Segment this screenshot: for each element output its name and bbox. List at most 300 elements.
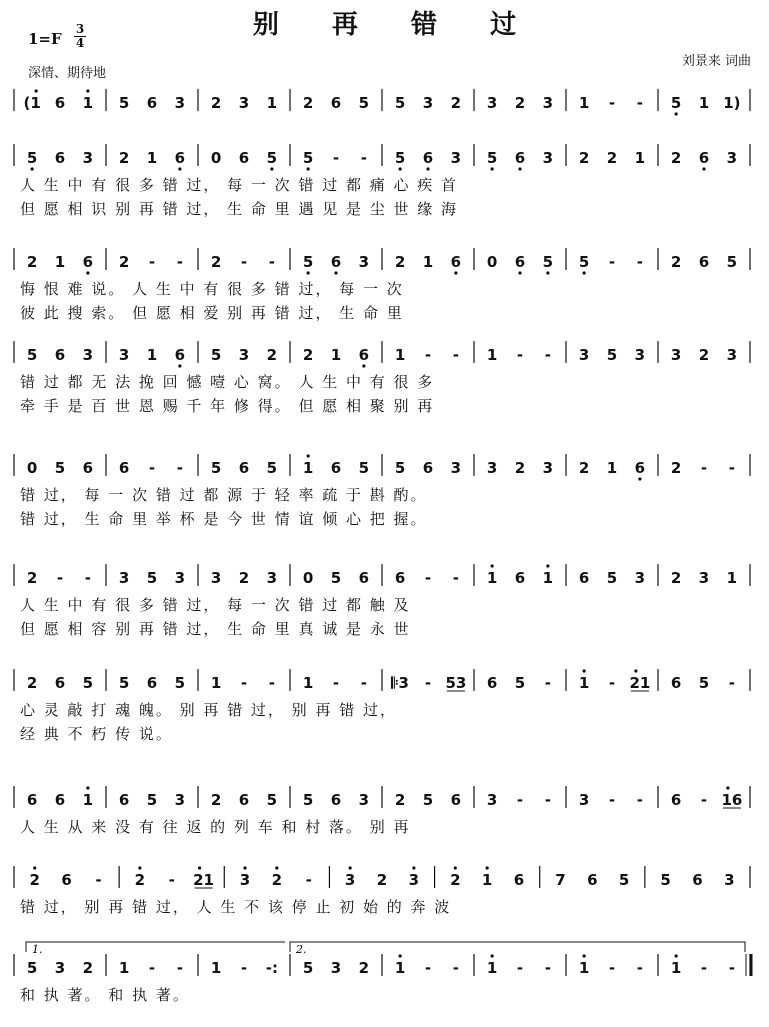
note: 5	[174, 674, 186, 692]
note: 𝄆3	[391, 674, 409, 692]
note: 1	[486, 569, 498, 587]
high-octave-dot	[33, 866, 36, 869]
note: -	[608, 253, 616, 271]
note: -	[176, 459, 183, 477]
low-octave-dot	[675, 112, 678, 115]
low-octave-dot	[491, 167, 494, 170]
note: -	[168, 871, 175, 889]
note: 5	[302, 791, 314, 809]
note: -	[95, 871, 102, 889]
note: 3	[239, 871, 251, 889]
note: 6	[61, 871, 72, 889]
note: -	[452, 959, 459, 977]
note: 2	[118, 253, 130, 271]
note: 6	[54, 149, 66, 167]
note: 5	[266, 459, 278, 477]
note: 5	[394, 149, 406, 167]
note: 6	[118, 459, 130, 477]
note: 6	[422, 149, 434, 167]
note: 6	[358, 569, 370, 587]
high-octave-dot	[726, 786, 729, 789]
note: 2	[26, 569, 38, 587]
note: 5	[266, 149, 278, 167]
note: 5	[358, 459, 370, 477]
note: -	[268, 674, 275, 692]
note: 6	[54, 346, 66, 364]
note: -	[148, 459, 156, 477]
note: 21	[629, 674, 651, 692]
note: -	[608, 959, 616, 977]
note: 3	[726, 149, 738, 167]
note: 6	[238, 791, 250, 809]
low-octave-dot	[518, 167, 521, 170]
high-octave-dot	[307, 454, 310, 457]
note: 3	[408, 871, 420, 889]
note: 5	[514, 674, 526, 692]
note: 2	[26, 674, 38, 692]
note: -	[360, 149, 367, 167]
note: 3	[578, 346, 590, 364]
note: 3	[634, 569, 646, 587]
low-octave-dot	[583, 271, 586, 274]
note: 1	[634, 149, 646, 167]
note: 2	[670, 149, 682, 167]
note: 1	[210, 674, 222, 692]
note: -	[636, 959, 643, 977]
note: 5	[26, 346, 38, 364]
lyric-line: 错 过， 每 一 次 错 过 都 源 于 轻 率 疏 于 斟 酌。	[20, 486, 428, 504]
note: 6	[146, 94, 158, 112]
note: -	[148, 253, 156, 271]
note: 1	[726, 569, 738, 587]
note: -	[424, 959, 432, 977]
note: 2	[29, 871, 40, 889]
high-octave-dot	[583, 954, 586, 957]
note: 2	[358, 959, 370, 977]
note: 5	[266, 791, 278, 809]
low-octave-dot	[334, 271, 337, 274]
low-octave-dot	[702, 167, 705, 170]
note: -	[240, 253, 248, 271]
note: 5	[210, 459, 222, 477]
note: 6	[513, 871, 525, 889]
note: 2	[210, 791, 222, 809]
note: 16	[721, 791, 743, 809]
note: 5	[670, 94, 682, 112]
note: -	[516, 791, 524, 809]
lyric-line: 错 过， 别 再 错 过， 人 生 不 该 停 止 初 始 的 奔 波	[20, 898, 452, 916]
high-octave-dot	[546, 564, 549, 567]
high-octave-dot	[243, 866, 246, 869]
lyric-line: 牵 手 是 百 世 恩 赐 千 年 修 得。 但 愿 相 聚 别 再	[20, 397, 435, 415]
high-octave-dot	[349, 866, 352, 869]
note: 1	[542, 569, 554, 587]
lyric-line: 人 生 从 来 没 有 往 返 的 列 车 和 村 落。 别 再	[20, 818, 411, 836]
lyric-line: 经 典 不 朽 传 说。	[20, 725, 173, 743]
low-octave-dot	[178, 364, 181, 367]
high-octave-dot	[583, 669, 586, 672]
note: 2	[376, 871, 388, 889]
note: 1	[266, 94, 278, 112]
note: 3	[542, 149, 554, 167]
lyric-line: 和 执 著。 和 执 著。	[20, 986, 190, 1004]
note: 2	[394, 791, 406, 809]
volta-bracket-2	[290, 942, 745, 952]
note: 1	[698, 94, 710, 112]
note: -	[608, 674, 616, 692]
low-octave-dot	[270, 167, 273, 170]
note: -	[636, 253, 643, 271]
note: 3	[118, 569, 130, 587]
lyric-line: 但 愿 相 容 别 再 错 过， 生 命 里 真 诚 是 永 世	[20, 620, 411, 638]
note: 5	[302, 149, 314, 167]
lyric-line: 错 过， 生 命 里 举 杯 是 今 世 情 谊 倾 心 把 握。	[20, 510, 428, 528]
note: 6	[174, 346, 186, 364]
note: 2	[578, 149, 590, 167]
note: 3	[82, 149, 94, 167]
note: 3	[238, 94, 250, 112]
note: 1	[486, 346, 498, 364]
note: -	[608, 791, 616, 809]
note: 1	[481, 871, 493, 889]
note: 2	[134, 871, 146, 889]
lyric-line: 错 过 都 无 法 挽 回 憾 噎 心 窝。 人 生 中 有 很 多	[20, 373, 435, 391]
note: 5	[358, 94, 370, 112]
note: -	[728, 459, 735, 477]
note: -	[544, 346, 551, 364]
note: 1	[54, 253, 66, 271]
note: 6	[514, 569, 526, 587]
note: -	[544, 791, 551, 809]
note: 1	[578, 959, 590, 977]
note: 1	[578, 674, 590, 692]
low-octave-dot	[31, 167, 34, 170]
note: 6	[26, 791, 38, 809]
low-octave-dot	[638, 477, 641, 480]
low-octave-dot	[307, 167, 310, 170]
note: 5	[726, 253, 738, 271]
note: -	[636, 791, 643, 809]
note: 5	[82, 674, 94, 692]
note: -	[728, 674, 735, 692]
high-octave-dot	[138, 866, 141, 869]
volta-label-2: 2.	[296, 943, 307, 956]
note: (1	[23, 94, 41, 112]
note: 1	[422, 253, 434, 271]
note: -	[424, 674, 432, 692]
low-octave-dot	[362, 364, 365, 367]
low-octave-dot	[454, 271, 457, 274]
note: -	[700, 959, 708, 977]
note: 2	[271, 871, 283, 889]
note: 2	[450, 94, 462, 112]
note: 3	[486, 791, 498, 809]
note: 2	[450, 871, 461, 889]
note: -	[332, 674, 340, 692]
note: 1	[394, 346, 406, 364]
note: 6	[330, 253, 342, 271]
note: 2	[210, 253, 222, 271]
note: -	[176, 959, 183, 977]
note: 6	[587, 871, 598, 889]
low-octave-dot	[86, 271, 89, 274]
note: 6	[486, 674, 498, 692]
note: 2	[210, 94, 222, 112]
note: 1	[394, 959, 406, 977]
note: -	[305, 871, 312, 889]
note: 2	[578, 459, 590, 477]
note: -	[700, 459, 708, 477]
note: 5	[698, 674, 710, 692]
note: -	[240, 959, 248, 977]
note: 6	[54, 94, 66, 112]
note: 2	[394, 253, 406, 271]
note: 5	[302, 253, 314, 271]
note: 6	[692, 871, 703, 889]
high-octave-dot	[675, 954, 678, 957]
note: 1	[118, 959, 130, 977]
note: 5	[660, 871, 671, 889]
note: 1)	[723, 94, 741, 112]
note: 2	[514, 459, 526, 477]
note: 3	[266, 569, 278, 587]
note: 21	[193, 871, 215, 889]
note: 3	[174, 791, 186, 809]
note: 5	[578, 253, 590, 271]
note: 3	[542, 94, 554, 112]
high-octave-dot	[275, 866, 278, 869]
note: 7	[555, 871, 566, 889]
note: 5	[542, 253, 554, 271]
note: -	[452, 569, 459, 587]
lyric-line: 但 愿 相 识 别 再 错 过， 生 命 里 遇 见 是 尘 世 缘 海	[20, 200, 459, 218]
note: 6	[330, 791, 342, 809]
high-octave-dot	[198, 866, 201, 869]
note: 3	[726, 346, 738, 364]
note: 1	[146, 149, 158, 167]
lyric-line: 心 灵 敲 打 魂 魄。 别 再 错 过， 别 再 错 过，	[20, 701, 397, 719]
low-octave-dot	[426, 167, 429, 170]
note: 6	[330, 94, 342, 112]
note: 2	[26, 253, 38, 271]
note: 2	[670, 569, 682, 587]
note: -	[56, 569, 64, 587]
low-octave-dot	[518, 271, 521, 274]
high-octave-dot	[486, 866, 489, 869]
note: -	[452, 346, 459, 364]
volta-label-1: 1.	[32, 943, 43, 956]
note: 3	[210, 569, 222, 587]
note: 6	[670, 791, 682, 809]
note: 3	[358, 791, 370, 809]
composer-credit: 刘景来 词曲	[681, 54, 751, 69]
meter-bottom: 4	[75, 36, 85, 50]
note: 3	[486, 94, 498, 112]
note: 5	[118, 94, 130, 112]
note: -	[424, 346, 432, 364]
note: 5	[394, 459, 406, 477]
note: 5	[302, 959, 314, 977]
high-octave-dot	[412, 866, 415, 869]
note: -	[544, 959, 551, 977]
note: 2	[266, 346, 278, 364]
low-octave-dot	[178, 167, 181, 170]
note: 3	[542, 459, 554, 477]
meter-top: 3	[75, 22, 85, 36]
note: 5	[618, 871, 630, 889]
note: 2	[82, 959, 94, 977]
high-octave-dot	[491, 564, 494, 567]
note: 6	[82, 459, 94, 477]
note: 1	[578, 94, 590, 112]
note: 6	[422, 459, 434, 477]
note: 6	[634, 459, 646, 477]
note: 6	[118, 791, 130, 809]
note: 3	[422, 94, 434, 112]
note: 0	[210, 149, 222, 167]
note: -	[360, 674, 367, 692]
note: -	[700, 791, 708, 809]
note: -	[148, 959, 156, 977]
note: -	[424, 569, 432, 587]
note: 3	[698, 569, 710, 587]
note: 3	[670, 346, 682, 364]
note: 2	[606, 149, 618, 167]
lyric-line: 悔 恨 难 说。 人 生 中 有 很 多 错 过， 每 一 次	[20, 280, 404, 298]
note: -	[176, 253, 183, 271]
note: 2	[302, 346, 314, 364]
note: 1	[670, 959, 682, 977]
note: -	[84, 569, 91, 587]
note: 1	[302, 674, 314, 692]
note: 2	[238, 569, 250, 587]
note: 0	[302, 569, 314, 587]
high-octave-dot	[35, 89, 38, 92]
note: 3	[238, 346, 250, 364]
note: 6	[238, 149, 250, 167]
note: 0	[486, 253, 498, 271]
note: 5	[330, 569, 342, 587]
note: 6	[330, 459, 342, 477]
note: 3	[634, 346, 646, 364]
note: -	[636, 94, 643, 112]
note: 3	[344, 871, 356, 889]
note: -:	[265, 959, 278, 977]
note: 5	[606, 569, 618, 587]
note: 6	[82, 253, 94, 271]
note: 3	[486, 459, 498, 477]
note: 5	[394, 94, 406, 112]
note: 5	[210, 346, 222, 364]
note: 6	[54, 674, 66, 692]
note: 6	[394, 569, 406, 587]
note: -	[608, 94, 616, 112]
tempo-marking: 深情、期待地	[28, 66, 107, 81]
note: 3	[54, 959, 66, 977]
note: 3	[174, 569, 186, 587]
note: 6	[146, 674, 158, 692]
note: 3	[450, 149, 462, 167]
note: -	[332, 149, 340, 167]
low-octave-dot	[546, 271, 549, 274]
note: 2	[118, 149, 130, 167]
note: 3	[578, 791, 590, 809]
note: 2	[698, 346, 710, 364]
note: 53	[445, 674, 467, 692]
note: 1	[82, 791, 94, 809]
high-octave-dot	[86, 89, 89, 92]
note: 3	[174, 94, 186, 112]
note: 1	[486, 959, 498, 977]
note: 3	[330, 959, 342, 977]
key-signature: 1=F	[28, 30, 62, 48]
note: 5	[486, 149, 498, 167]
high-octave-dot	[634, 669, 637, 672]
high-octave-dot	[454, 866, 457, 869]
note: 6	[174, 149, 186, 167]
note: 6	[514, 253, 526, 271]
note: 1	[210, 959, 222, 977]
note: -	[516, 959, 524, 977]
note: 6	[54, 791, 66, 809]
note: -	[240, 674, 248, 692]
volta-bracket-1	[26, 942, 285, 952]
note: 5	[26, 959, 38, 977]
note: 1	[330, 346, 342, 364]
note: 6	[578, 569, 590, 587]
note: 3	[118, 346, 130, 364]
lyric-line: 彼 此 搜 索。 但 愿 相 爱 别 再 错 过， 生 命 里	[20, 304, 404, 322]
note: 1	[146, 346, 158, 364]
lyric-line: 人 生 中 有 很 多 错 过， 每 一 次 错 过 都 痛 心 疾 首	[20, 176, 459, 194]
note: 5	[26, 149, 38, 167]
note: 3	[724, 871, 735, 889]
note: 0	[26, 459, 38, 477]
note: 5	[118, 674, 130, 692]
note: 6	[698, 253, 710, 271]
note: 6	[358, 346, 370, 364]
note: 6	[238, 459, 250, 477]
high-octave-dot	[86, 786, 89, 789]
note: 1	[606, 459, 618, 477]
low-octave-dot	[399, 167, 402, 170]
low-octave-dot	[307, 271, 310, 274]
note: -	[728, 959, 735, 977]
note: 6	[698, 149, 710, 167]
note: 5	[146, 791, 158, 809]
note: 2	[302, 94, 314, 112]
note: 5	[54, 459, 66, 477]
note: 5	[146, 569, 158, 587]
note: 3	[450, 459, 462, 477]
note: 5	[606, 346, 618, 364]
note: -	[516, 346, 524, 364]
song-title: 别 再 错 过	[252, 10, 539, 40]
note: 6	[450, 253, 462, 271]
lyric-line: 人 生 中 有 很 多 错 过， 每 一 次 错 过 都 触 及	[20, 596, 411, 614]
note: 6	[450, 791, 462, 809]
note: 2	[670, 253, 682, 271]
note: -	[544, 674, 551, 692]
high-octave-dot	[399, 954, 402, 957]
high-octave-dot	[491, 954, 494, 957]
note: -	[268, 253, 275, 271]
note: 1	[302, 459, 314, 477]
note: 6	[670, 674, 682, 692]
note: 2	[670, 459, 682, 477]
note: 5	[422, 791, 434, 809]
note: 1	[82, 94, 94, 112]
